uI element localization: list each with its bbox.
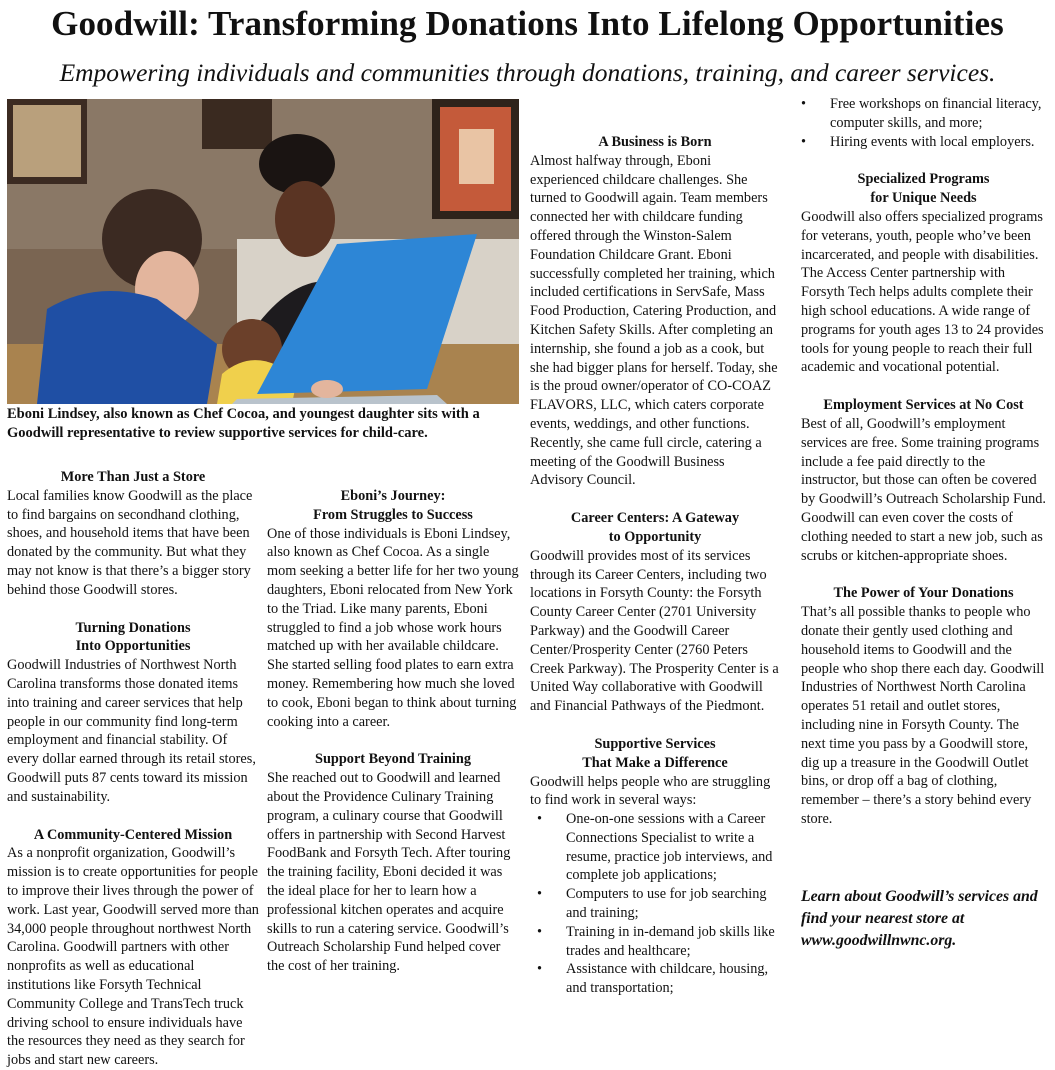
section-heading: That Make a Difference [582, 754, 728, 771]
section-body: That’s all possible thanks to people who donate their gently used clothing and household items to Goodwill and the people who shop there each day. Goodwill Industries of Northwest North Carolina operates 51 retail and outlet stores, including nine in Forsyth County. The next time you pass by a Goodwill store, dig up a treasure in the Goodwill Outlet bins, or drop off a bag of clothing, remember – there’s a story behind every store. [801, 604, 1045, 827]
section-body: One of those individuals is Eboni Lindsey, also known as Chef Cocoa. As a single mom seeking a better life for her two young daughters, Eboni relocated from New York to the Triad. Like many parents, Eboni struggled to find a job whose work hours matched up with her available childcare. She started selling food plates to earn extra money. Remembering how much she loved to cook, Eboni began to think about turning cooking into a career. [267, 525, 519, 730]
column-1 [7, 468, 259, 1070]
section-body: Almost halfway through, Eboni experienced childcare challenges. She turned to Goodwill again. Team members connected her with childcare funding offered through the Winston-Salem Foundation Childcare Grant. Eboni successfully completed her training, which included certifications in ServSafe, Mass Food Production, Catering Production, and Kitchen Safety Skills. After completing an internship, she found a job as a cook, but she had bigger plans for herself. Today, she is the proud owner/operator of CO-COAZ FLAVORS, LLC, which caters corporate events, weddings, and other functions. Recently, she came full circle, catering a meeting of the Goodwill Business Advisory Council. [530, 152, 778, 489]
section-heading: Turning Donations [75, 619, 191, 636]
section-body: As a nonprofit organization, Goodwill’s mission is to create opportunities for people to improve their lives through the power of work. Last year, Goodwill served more than 34,000 people throughout northwest North Carolina. Goodwill partners with other nonprofits as well as educational institutions like Forsyth Technical Community College and TransTech truck driving school to ensure individuals have the resources they need as they search for jobs and start new careers. [7, 845, 259, 1069]
list-item: • Training in in-demand job skills like trades and healthcare; [530, 923, 780, 961]
services-list [530, 810, 780, 998]
section-body: Local families know Goodwill as the place to find bargains on secondhand clothing, shoes, and household items that have been donated by the community. But what they may not know is that there’s a bigger story behind those Goodwill stores. [7, 487, 253, 598]
section-heading: Employment Services at No Cost [823, 397, 1024, 414]
section-heading: More Than Just a Store [60, 469, 206, 485]
column-4 [801, 95, 1046, 952]
section-heading: Career Centers: A Gateway [570, 510, 740, 527]
feature-photo [7, 99, 519, 404]
page-title: Goodwill: Transforming Donations Into Lifelong Opportunities [51, 4, 1004, 43]
list-item: • Free workshops on financial literacy, computer skills, and more; [801, 95, 1046, 133]
section-heading: A Business is Born [598, 134, 712, 150]
photo-caption: Eboni Lindsey, also known as Chef Cocoa, and youngest daughter sits with a Goodwill representative to review supportive services for child-care. [7, 406, 480, 441]
list-item: • Hiring events with local employers. [801, 133, 1046, 152]
section-heading: Into Opportunities [75, 638, 191, 655]
section-heading: Supportive Services [594, 735, 716, 752]
section-heading: A Community-Centered Mission [33, 826, 233, 843]
call-to-action: Learn about Goodwill’s services and find your nearest store at www.goodwillnwnc.org. [801, 887, 1038, 949]
section-heading: Eboni’s Journey: [340, 488, 446, 504]
section-heading: Specialized Programs [857, 171, 990, 188]
column-2 [267, 487, 519, 976]
column-3 [530, 133, 780, 998]
section-body: Goodwill also offers specialized programs for veterans, youth, people who’ve been incarcerated, and people with disabilities. The Access Center partnership with Forsyth Tech helps adults complete their high school educations. A wide range of programs for youth ages 13 to 24 provides tools for young people to reach their full academic and vocational potential. [801, 208, 1044, 376]
section-body: Goodwill Industries of Northwest North Carolina transforms those donated items into training and career services that help people in our community find long-term employment and financial stability. Of every dollar earned through its retail stores, Goodwill puts 87 cents toward its mission and sustainability. [7, 657, 256, 805]
list-item: • Assistance with childcare, housing, and transportation; [530, 960, 780, 998]
section-body: Goodwill helps people who are struggling to find work in several ways: [530, 773, 771, 809]
section-body: Best of all, Goodwill’s employment services are free. Some training programs include a fee paid directly to the instructor, but those can often be covered by Goodwill’s Outreach Scholarship Fund. Goodwill can even cover the costs of clothing needed to start a new job, such as scrubs or kitchen-appropriate shoes. [801, 415, 1047, 564]
section-heading: From Struggles to Success [313, 506, 473, 523]
section-body: Goodwill provides most of its services through its Career Centers, including two locations in Forsyth County: the Forsyth County Career Center (2701 University Parkway) and the Goodwill Career Center/Prosperity Center (2760 Peters Creek Parkway). The Prosperity Center is a United Way collaborative with Goodwill and Financial Pathways of the Piedmont. [530, 547, 779, 715]
list-item: • One-on-one sessions with a Career Connections Specialist to write a resume, practice job interviews, and complete job applications; [530, 810, 780, 885]
page-subtitle: Empowering individuals and communities through donations, training, and career services. [59, 58, 996, 87]
section-heading: for Unique Needs [870, 190, 977, 207]
section-heading: to Opportunity [608, 528, 702, 545]
section-heading: Support Beyond Training [315, 751, 471, 768]
list-item: • Computers to use for job searching and training; [530, 885, 780, 923]
section-heading: The Power of Your Donations [833, 585, 1014, 602]
services-list-continued [801, 95, 1046, 151]
section-body: She reached out to Goodwill and learned about the Providence Culinary Training program, a culinary course that Goodwill offers in partnership with Second Harvest FoodBank and Forsyth Tech. After touring the training facility, Eboni decided it was the ideal place for her to learn how a professional kitchen operates and acquire skills to run a catering service. Goodwill’s Outreach Scholarship Fund helped cover the cost of her training. [267, 770, 511, 975]
